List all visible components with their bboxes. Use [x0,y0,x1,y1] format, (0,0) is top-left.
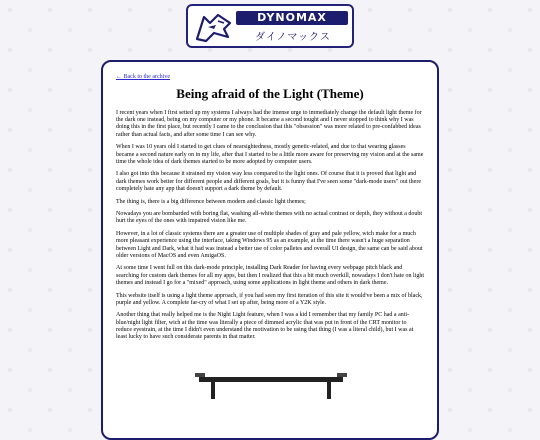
back-to-archive-link[interactable]: ← Back to the archive [116,74,170,80]
article-paragraph: I also got into this because it strained my vision way less compared to the light ones. Of course that it is proved that light and dark themes work better for different people and different goals, but it is funny that I've seen some "dark-mode users" out there completely hate any app that doesn't support a dark theme by default. [116,171,421,192]
article-paragraph: Nowadays you are bombarded with boring flat, washing all-white themes with no actual contrast or depth, they without a doubt hurt the eyes of the ones with impaired vision like me. [116,211,423,225]
logo-kana: ダイノマックス [255,32,331,43]
article-paragraph: At some time I went full on this dark-mode principle, installing Dark Reader for having every webpage pitch black and searching for custom dark themes for all my apps, but then I realized that this a bit much overkill, nowadays I don't hate on light themes and instead I go for a "mixed" approach, using some applications in light theme and others in dark theme. [116,265,425,286]
article-paragraph: Another thing that really helped me is the Night Light feature, when I was a kid I remember that my family PC had a anti-blue/night light filter, wich at the time was literally a piece of dimmed acrylic that was put in front of the CRT monitor to reduce eyestrain, at the time I didn't even understand the motivation to be using that thing (I was a literal child), but I was at least lucky to have such considerate parents in that matter. [116,312,414,341]
article-paragraph: When I was 10 years old I started to get clues of nearsightedness, mostly genetic-related, and due to that wearing glasses became a second nature early on in my life, after that I started to be a little more aware for preserving my vision and at the same time the whole idea of dark themes started to be more adopted by computer users. [116,144,424,165]
article-paragraph: This website itself is using a light theme approach, if you had seen my first iteration of this site it would've been a mix of black, purple and yellow. A complete far-cry of what I set up after, being more of a Y2K style. [116,292,423,306]
article-paragraph: However, in a lot of classic systems there are a greater use of multiple shades of gray and pale yellow, wich make for a much more pleasant experience using the interface, taking Windows 95 as an example, at the time there wasn't a huge separation between Light and Dark, what it had was instead a better use of color palletes and overall UI design, the same can be said about older versions of MacOS and even AmigaOS. [116,231,423,259]
site-logo[interactable] [186,4,354,48]
article-paragraph: I recent years when I first setted up my systems I always had the imense urge to immediately change the default light theme for the dark one instead, being on my computer or my phone. It became a second tought and I never stopped to think why I was doing this in the first place, but recently I came to the conclusion that this "obsession" was more related to pre-confabbed ideas rather than actual facts, and after some time I can see why. [116,110,422,138]
article-image [191,369,351,399]
article-card [101,60,439,440]
article-title: Being afraid of the Light (Theme) [176,86,364,101]
dinosaur-mascot-icon [194,9,234,45]
article-paragraph: The thing is, there is a big difference between modern and classic light themes; [116,198,306,205]
logo-wordmark: DYNOMAX [236,11,348,25]
